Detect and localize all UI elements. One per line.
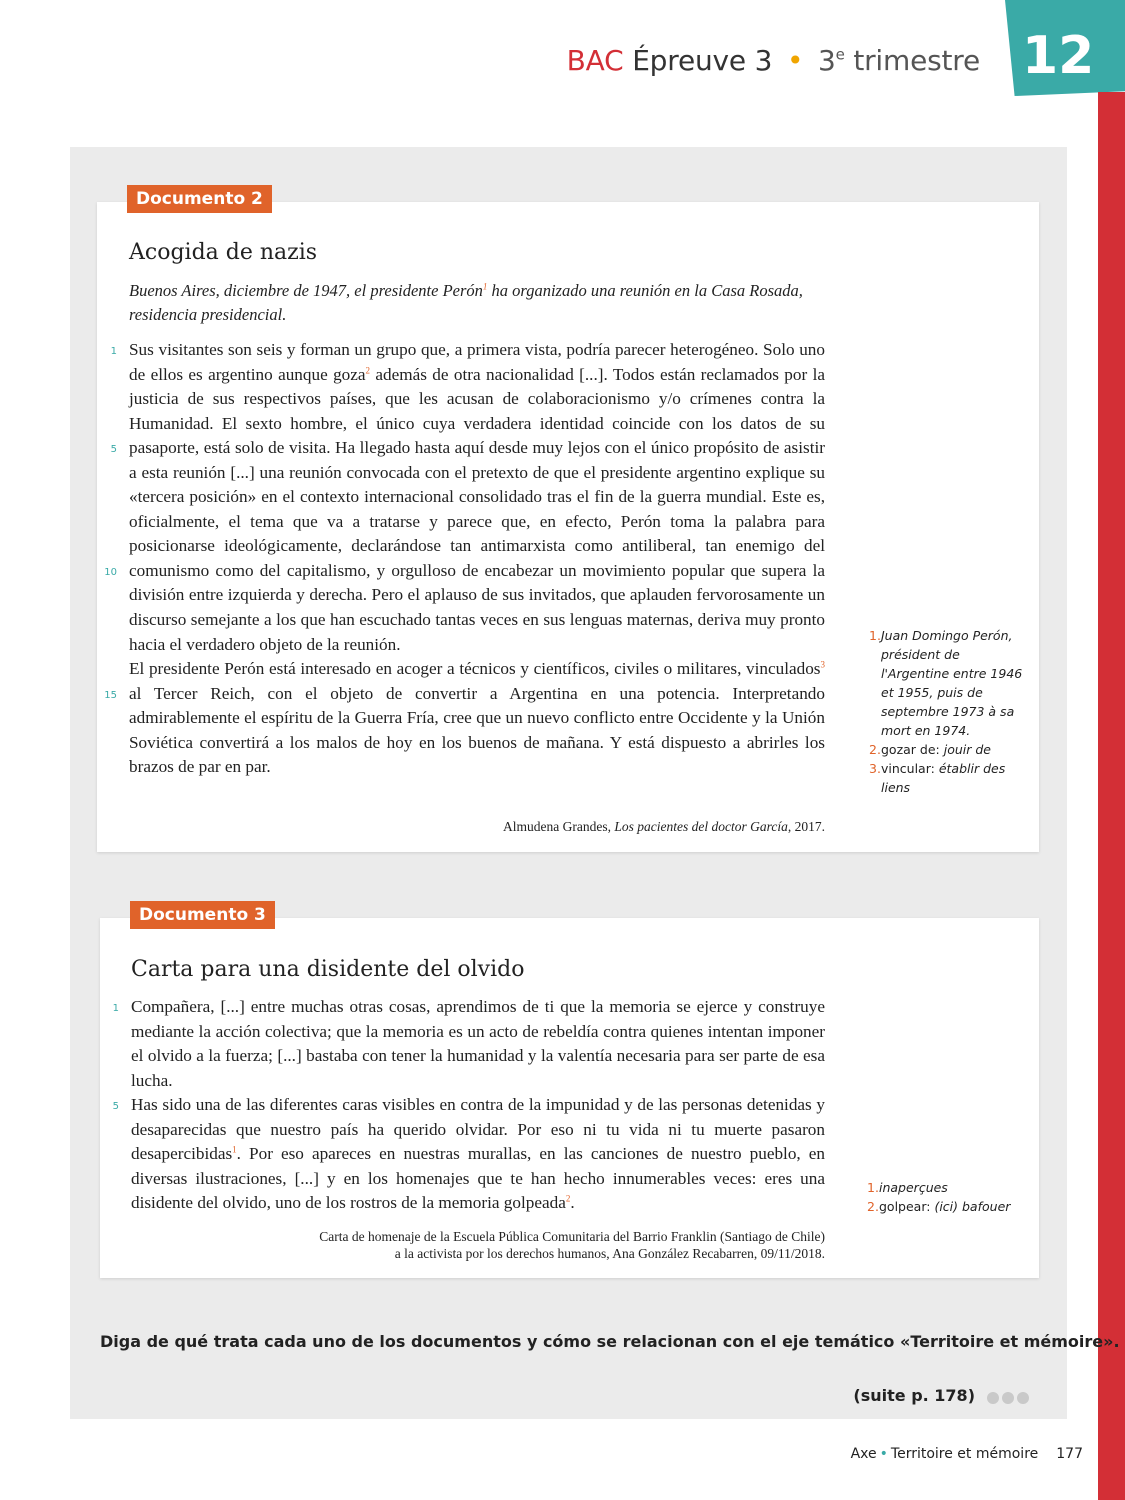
document-3-source [131,1228,825,1262]
intro-text-a: Buenos Aires, diciembre de 1947, el presidente Perón [129,281,483,300]
document-3-title: Carta para una disidente del olvido [131,957,525,982]
footnote-text: Juan Domingo Perón, président de l'Argentine entre 1946 et 1955, puis de septembre 1973 à sa mort en 1974. [881,628,1023,738]
footnote [867,1197,1032,1216]
text-run: Sus visitantes son seis y forman un grupo que, a primera vista, podría parecer heterogéneo. Solo uno de ellos es argentino aunque goza [129,340,825,384]
footnote-number: 1. [867,1180,879,1195]
footnote-number: 3. [869,761,881,776]
footnote-term: vincular: [881,761,939,776]
side-color-bar [1098,92,1125,1500]
footnote-ref-2: 2 [565,1193,571,1204]
text-run: además de otra nacionalidad [...]. Todos están reclamados por la justicia de sus respectivos países, que les acusan de colaboracionismo y/o crímenes contra la Humanidad. El sexto hombre, el único cuya verdadera identidad coincide con los datos de su pasaporte, está solo de visita. Ha llegado hasta aquí desde muy lejos con el único propósito de asistir a esta reunión [...] una reunión convocada con el pretexto de que el presidente argentino explique su «tercera posición» en el contexto internacional consolidado tras el fin de la guerra mundial. Este es, oficialmente, el tema que va a tratarse y parece que, en efecto, Perón toma la palabra para posicionarse ideológicamente, declarándose tan antimarxista como antiliberal, tan enemigo del comunismo como del capitalismo, y orgulloso de encabezar un movimiento popular que supera la división entre izquierda y derecha. Pero el aplauso de sus invitados, que aplauden fervorosamente un discurso semejante a los que han escuchado tantas veces en sus lenguas maternas, deriva muy pronto hacia el verdadero objeto de la reunión. [129,364,825,654]
text-run: Has sido una de las diferentes caras visibles en contra de la impunidad y de las personas detenidas y desaparecidas que nuestro país ha querido olvidar. Por eso ni tu vida ni tu muerte pasaron desapercibidas [131,1095,825,1164]
footnote [869,740,1031,759]
source-year: , 2017. [787,819,825,834]
footnote-text: jouir de [943,742,991,757]
continued-on-page: (suite p. 178) [853,1386,975,1405]
source-line: a la activista por los derechos humanos, Ana González Recabarren, 09/11/2018. [394,1246,825,1261]
dot [1017,1392,1029,1404]
trimestre-word: trimestre [853,44,980,77]
page-footer [851,1446,1083,1462]
footnote-ref-1: 1 [232,1144,237,1155]
source-author: Almudena Grandes, [503,819,615,834]
line-number: 1 [110,346,117,357]
continue-dots-icon [987,1391,1032,1409]
footnote-text: (ici) bafouer [934,1199,1011,1214]
dot [1002,1392,1014,1404]
footnote-number: 1. [869,628,881,643]
dot [987,1392,999,1404]
chapter-number: 12 [1022,26,1095,86]
source-work: Los pacientes del doctor García [614,819,788,834]
line-number: 5 [112,1101,119,1112]
document-2-label: Documento 2 [127,185,272,213]
header-epreuve: Épreuve 3 [632,44,773,77]
document-3-body [131,995,825,1216]
footer-axe: Axe [850,1446,877,1462]
footer-separator: • [879,1446,888,1462]
document-2-source [129,818,825,835]
header-bac: BAC [566,44,624,77]
line-number: 10 [104,567,117,578]
exercise-question: Diga de qué trata cada uno de los documentos y cómo se relacionan con el eje temático «Territoire et mémoire». [100,1332,1120,1351]
trimestre-sup: e [835,45,845,64]
paragraph [131,1093,825,1216]
header-separator: • [786,44,804,77]
footnote-ref-1: 1 [482,281,488,292]
text-run: El presidente Perón está interesado en acoger a técnicos y científicos, civiles o militares, vinculados [129,659,821,679]
footnote-term: golpear: [879,1199,935,1214]
footnote-ref-3: 3 [820,659,825,670]
running-header [567,44,980,77]
line-number: 1 [112,1003,119,1014]
footnote-text: établir des liens [881,761,1006,795]
header-trimestre [818,44,980,77]
document-2-body [129,338,825,780]
footnote-text: inaperçues [879,1180,948,1195]
document-3-label: Documento 3 [130,901,275,929]
source-line: Carta de homenaje de la Escuela Pública Comunitaria del Barrio Franklin (Santiago de Chile) [319,1229,825,1244]
footnote-number: 2. [869,742,881,757]
document-2-footnotes [869,626,1031,797]
footnote-term: gozar de: [881,742,944,757]
footnote-ref-2: 2 [365,364,371,375]
footnote [867,1178,1032,1197]
footnote [869,626,1031,740]
trimestre-number: 3 [817,44,836,77]
document-2-intro [129,279,829,327]
page-number: 177 [1056,1446,1083,1462]
text-run: . Por eso apareces en nuestras murallas, en las canciones de nuestro pueblo, en diversas ilustraciones, [...] y en los homenajes que te han hecho innumerables veces: eres una disidente del olvido, uno de los rostros de la memoria golpeada [131,1144,825,1213]
paragraph [129,657,825,780]
document-2-title: Acogida de nazis [129,240,318,265]
paragraph: Compañera, [...] entre muchas otras cosas, aprendimos de ti que la memoria se ejerce y construye mediante la acción colectiva; que la memoria es un acto de rebeldía contra quienes intentan imponer el olvido a la fuerza; [...] bastaba con tener la humanidad y la valentía necesaria para ser parte de esa lucha. [131,997,825,1090]
footer-theme: Territoire et mémoire [890,1446,1039,1462]
paragraph [129,338,825,657]
text-run: . [570,1193,575,1213]
document-3-footnotes [867,1178,1032,1216]
footnote [869,759,1031,797]
line-number: 15 [104,690,117,701]
line-number: 5 [110,444,117,455]
text-run: al Tercer Reich, con el objeto de convertir a Argentina en una potencia. Interpretando admirablemente el espíritu de la Guerra Fría, cree que un nuevo conflicto entre Occidente y la Unión Soviética convertirá a los malos de hoy en los buenos de mañana. Y está dispuesto a abrirles los brazos de par en par. [129,683,825,777]
intro-text-b: ha organizado una reunión en la Casa Rosada, residencia presidencial. [129,281,803,324]
footnote-number: 2. [867,1199,879,1214]
